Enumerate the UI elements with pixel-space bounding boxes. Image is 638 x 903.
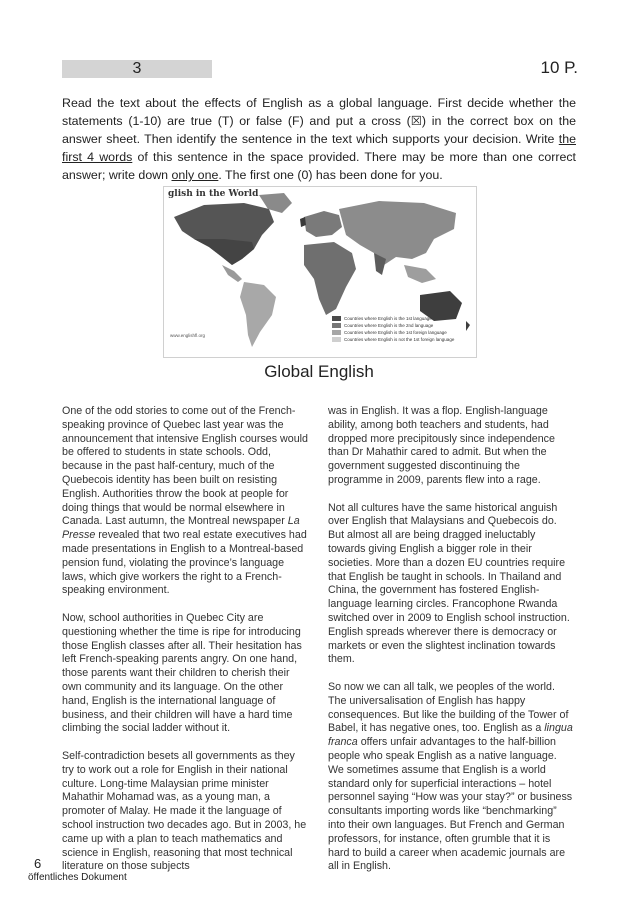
map-title: glish in the World xyxy=(168,189,259,199)
legend-item xyxy=(332,315,454,322)
article-paragraph xyxy=(62,405,308,598)
legend-item xyxy=(332,322,454,329)
map-usa xyxy=(194,239,254,265)
points-label: 10 P. xyxy=(540,58,578,77)
map-source: www.englishfl.org xyxy=(170,333,206,338)
instructions-part1: Read the text about the effects of English as a global language. First decide whether the statements (1-10) are true (T) or false (F) and put a cross (☒) in the correct box on the answer sheet. Then identify the sentence in the text which supports your decision. Write xyxy=(62,96,576,146)
paragraph-text: revealed that two real estate executives had made presentations in English to a Montreal-based pension fund, violating the province’s language laws, which give workers the right to a French-speaking environment. xyxy=(62,529,307,597)
instructions-underline-first-words: the first 4 words xyxy=(62,132,576,164)
article-paragraph xyxy=(328,681,574,874)
legend-label: Countries where English is the 1st language xyxy=(344,316,432,321)
article-paragraph: Not all cultures have the same historical anguish over English that Malaysians and Quebecois do. But almost all are being dragged ineluctably towards giving English a bigger role in their societies. More than a dozen EU countries require that English be taught in schools. In Thailand and China, the government has fostered English-language learning circles. Francophone Rwanda switched over in 2009 to English school instruction. English spreads wherever there is democracy or markets or even the slightest inclination towards them. xyxy=(328,501,570,666)
instructions-part2: of this sentence in the space provided. There may be more than one correct answer; write down xyxy=(62,150,576,182)
legend-label: Countries where English is not the 1st foreign language xyxy=(344,337,455,342)
legend-swatch xyxy=(332,323,341,328)
world-map-image xyxy=(163,186,477,358)
task-number-bar xyxy=(62,60,212,78)
article-paragraph: was in English. It was a flop. English-language ability, among both teachers and students, had dropped more precipitously since independence than Dr Mahathir cared to admit. But when the government suggested discontinuing the programme in 2009, parents flew into a rage. xyxy=(328,405,555,486)
newspaper-name: La Presse xyxy=(62,515,300,542)
paragraph-text: One of the odd stories to come out of the French-speaking province of Quebec last year was the announcement that intensive English courses would be offered to students in state schools. Odd, because in the past half-century, much of the Quebecois identity has been built on resisting English. Authorities throw the book at people for doing things that would be normal elsewhere in Canada. Last autumn, the Montreal newspaper xyxy=(62,405,308,528)
map-se-asia xyxy=(404,265,436,283)
lingua-franca-term: lingua franca xyxy=(328,722,573,749)
instructions-underline-only-one: only one xyxy=(171,168,219,182)
legend-item xyxy=(332,329,454,336)
instructions xyxy=(62,94,576,184)
article-title: Global English xyxy=(264,362,374,381)
legend-swatch xyxy=(332,316,341,321)
legend-swatch xyxy=(332,337,341,342)
map-africa xyxy=(304,242,356,315)
footer-label: öffentliches Dokument xyxy=(28,872,127,883)
article-paragraph: Now, school authorities in Quebec City are questioning whether the time is ripe for introducing those English classes after all. Their hesitation has left French-speaking parents angry. On one hand, those parents want their children to cherish their own community and its language. On the other hand, English is the international language of business, and their children will have a hard time climbing the social ladder without it. xyxy=(62,611,302,735)
map-asia xyxy=(339,201,456,265)
article-left-column xyxy=(62,405,308,888)
legend-label: Countries where English is the 2nd language xyxy=(344,323,434,328)
legend-item xyxy=(332,336,454,343)
map-south-america xyxy=(240,282,276,347)
page-number: 6 xyxy=(34,856,42,871)
paragraph-text: offers unfair advantages to the half-billion people who speak English as a native language. We sometimes assume that English is a world standard only for superficial interactions – hotel personnel saying “How was your stay?” or business consultants importing words like “benchmarking” into their own languages. But French and German professors, for instance, often grumble that it is hard to build a career when academic journals are all in English. xyxy=(328,736,573,873)
article-right-column xyxy=(328,405,574,888)
map-new-zealand xyxy=(466,321,470,331)
paragraph-text: So now we can all talk, we peoples of the world. The universalisation of English has happy consequences. But like the building of the Tower of Babel, it has negative ones, too. English as a xyxy=(328,680,569,735)
legend-label: Countries where English is the 1st foreign language xyxy=(344,330,447,335)
map-legend xyxy=(332,315,454,343)
map-uk xyxy=(300,217,306,227)
map-central-america xyxy=(222,265,242,282)
map-europe xyxy=(304,211,342,237)
article-paragraph: Self-contradiction besets all governments as they try to work out a role for English in their national culture. Long-time Malaysian prime minister Mahathir Mohamad was, as a young man, a promoter of Malay. He made it the language of school instruction two decades ago. But in 2003, he came up with a plan to teach mathematics and science in English, reasoning that most technical literature on those subjects xyxy=(62,749,307,873)
legend-swatch xyxy=(332,330,341,335)
task-number: 3 xyxy=(132,60,142,77)
instructions-part3: . The first one (0) has been done for you. xyxy=(218,168,443,182)
